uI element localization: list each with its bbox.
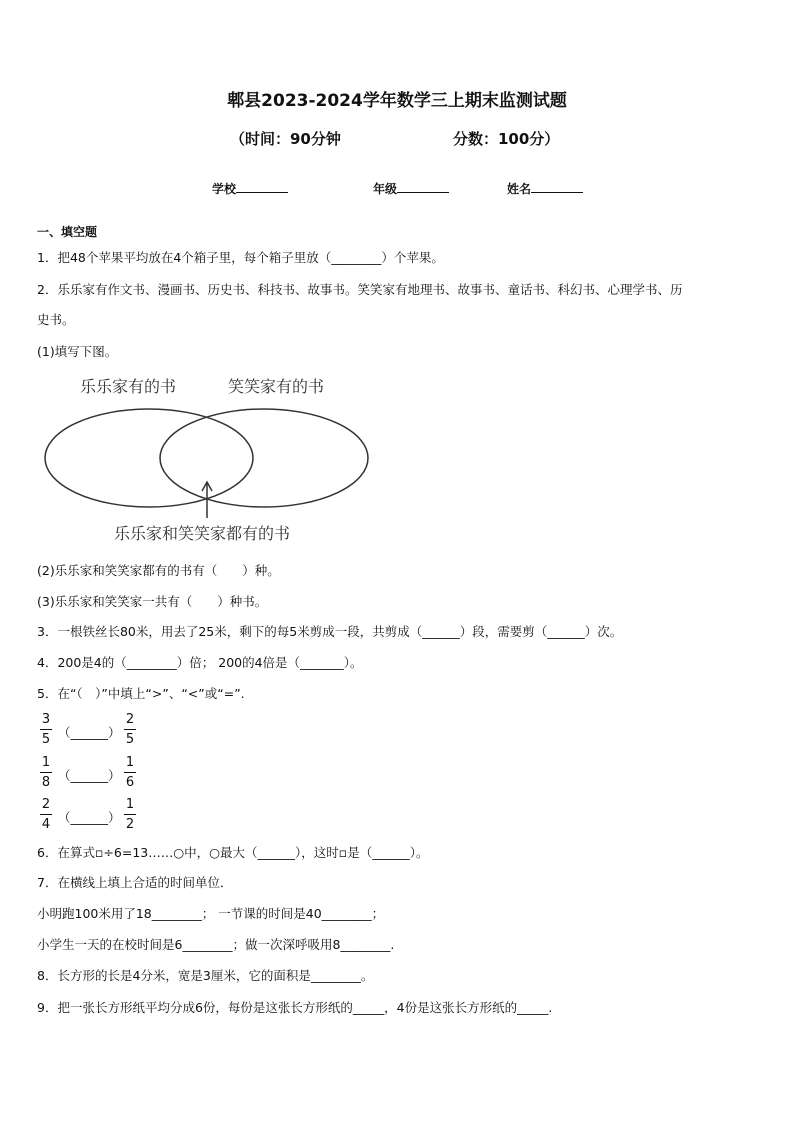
denominator: 4 xyxy=(41,817,51,832)
question-8: 8．长方形的长是4分米，宽是3厘米，它的面积是________。 xyxy=(37,968,374,983)
grade-blank[interactable] xyxy=(397,180,449,193)
compare-blank[interactable]: （______） xyxy=(58,810,121,825)
venn-label-left: 乐乐家有的书 xyxy=(80,377,177,396)
compare-blank[interactable]: （______） xyxy=(58,768,121,783)
compare-blank[interactable]: （______） xyxy=(58,725,121,740)
school-label: 学校 xyxy=(212,182,237,196)
numerator: 1 xyxy=(125,755,135,770)
grade-label: 年级 xyxy=(373,182,398,196)
denominator: 8 xyxy=(41,775,51,790)
name-field[interactable] xyxy=(507,180,583,197)
numerator: 2 xyxy=(125,712,135,727)
fraction-bar xyxy=(124,814,136,815)
question-2-line1: 2．乐乐家有作文书、漫画书、历史书、科技书、故事书。笑笑家有地理书、故事书、童话书、科幻书、心理学书、历 xyxy=(37,282,683,297)
numerator: 2 xyxy=(41,797,51,812)
school-blank[interactable] xyxy=(236,180,288,193)
fraction-bar xyxy=(40,814,52,815)
fraction-bar xyxy=(124,729,136,730)
fraction-left xyxy=(40,797,52,832)
question-5-prompt: 5．在“（ ）”中填上“>”、“<”或“=”. xyxy=(37,686,245,701)
numerator: 1 xyxy=(41,755,51,770)
page-title: 郫县2023-2024学年数学三上期末监测试题 xyxy=(227,91,567,111)
question-2-sub3: (3)乐乐家和笑笑家一共有（ ）种书。 xyxy=(37,594,268,609)
question-7-line1: 小明跑100米用了18________； 一节课的时间是40________； xyxy=(37,906,385,921)
question-3: 3．一根铁丝长80米，用去了25米，剩下的每5米剪成一段，共剪成（______）段，需要剪（______）次。 xyxy=(37,624,623,639)
fraction-right xyxy=(124,755,136,790)
question-6: 6．在算式▫÷6=13……○中，○最大（______），这时▫是（______）。 xyxy=(37,845,429,860)
numerator: 1 xyxy=(125,797,135,812)
name-label: 姓名 xyxy=(507,182,532,196)
exam-time: （时间：90分钟 xyxy=(230,130,341,148)
question-7-prompt: 7．在横线上填上合适的时间单位． xyxy=(37,875,233,890)
fraction-right xyxy=(124,712,136,747)
question-9: 9．把一张长方形纸平均分成6份，每份是这张长方形纸的_____，4份是这张长方形纸的_____. xyxy=(37,1000,553,1015)
venn-diagram xyxy=(36,370,376,550)
school-field[interactable] xyxy=(212,180,288,197)
grade-field[interactable] xyxy=(373,180,449,197)
denominator: 6 xyxy=(125,775,135,790)
exam-score: 分数：100分） xyxy=(453,130,560,148)
fraction-right xyxy=(124,797,136,832)
question-4: 4．200是4的（________）倍； 200的4倍是（_______）。 xyxy=(37,655,363,670)
fraction-bar xyxy=(40,772,52,773)
numerator: 3 xyxy=(41,712,51,727)
fraction-left xyxy=(40,712,52,747)
question-7-line2: 小学生一天的在校时间是6________；做一次深呼吸用8________. xyxy=(37,937,395,952)
question-2-sub1: (1)填写下图。 xyxy=(37,344,118,359)
venn-circle-right xyxy=(160,409,368,507)
venn-label-right: 笑笑家有的书 xyxy=(228,377,325,396)
question-2-line2: 史书。 xyxy=(37,312,75,327)
denominator: 5 xyxy=(125,732,135,747)
fraction-bar xyxy=(124,772,136,773)
fraction-bar xyxy=(40,729,52,730)
denominator: 2 xyxy=(125,817,135,832)
name-blank[interactable] xyxy=(531,180,583,193)
venn-circle-left xyxy=(45,409,253,507)
section-heading: 一、填空题 xyxy=(37,225,98,239)
fraction-left xyxy=(40,755,52,790)
venn-label-bottom: 乐乐家和笑笑家都有的书 xyxy=(114,524,291,543)
question-1: 1．把48个苹果平均放在4个箱子里，每个箱子里放（________）个苹果。 xyxy=(37,250,444,265)
question-2-sub2: (2)乐乐家和笑笑家都有的书有（ ）种。 xyxy=(37,563,280,578)
denominator: 5 xyxy=(41,732,51,747)
